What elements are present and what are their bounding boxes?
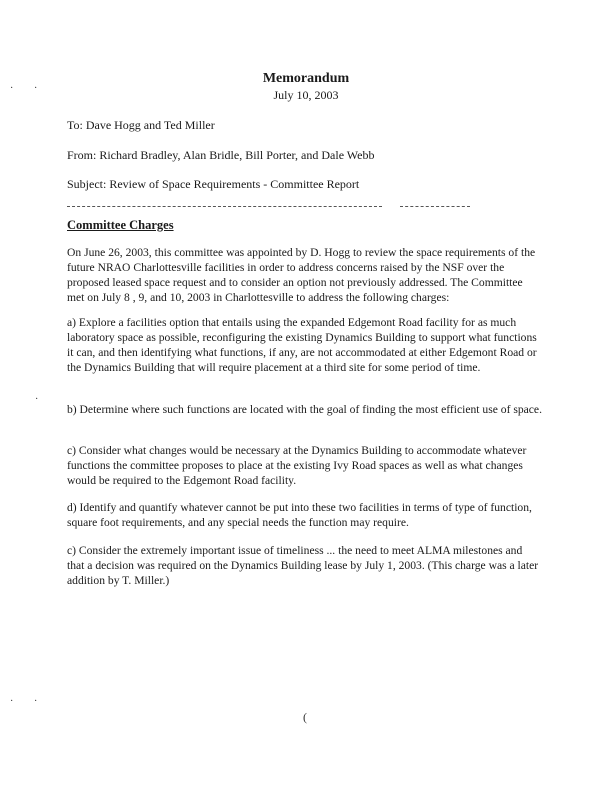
scan-mark: ·: [35, 394, 39, 405]
charge-a-paragraph: a) Explore a facilities option that entails using the expanded Edgemont Road facility for as much laboratory space as possible, reconfiguring the existing Dynamics Building to support what functions it can, and then identifying what functions, if any, are not accommodated at either Edgemont Road or the Dynamics Building that will require placement at a third site for some period of time.: [67, 316, 537, 374]
memo-subject-line: Subject: Review of Space Requirements - Committee Report: [67, 177, 360, 191]
charge-b-paragraph: b) Determine where such functions are located with the goal of finding the most efficient use of space.: [67, 403, 542, 416]
charge-e-paragraph: c) Consider the extremely important issue of timeliness ... the need to meet ALMA milestones and that a decision was required on the Dynamics Building lease by July 1, 2003. (This charge was a later addition by T. Miller.): [67, 544, 539, 587]
charge-d-paragraph: d) Identify and quantify whatever cannot be put into these two facilities in terms of type of function, square foot requirements, and any special needs the function may require.: [67, 501, 532, 529]
intro-paragraph: On June 26, 2003, this committee was appointed by D. Hogg to review the space requirements of the future NRAO Charlottesville facilities in order to address concerns raised by the NSF over the proposed leased space request and to consider an option not previously addressed. The Committee met on July 8 , 9, and 10, 2003 in Charlottesville to address the following charges:: [67, 246, 536, 304]
charge-c-paragraph: c) Consider what changes would be necessary at the Dynamics Building to accommodate whatever functions the committee proposes to place at the existing Ivy Road spaces as well as what changes would be required to the Edgemont Road facility.: [67, 444, 527, 487]
header-divider-short: [400, 206, 470, 207]
memo-to-line: To: Dave Hogg and Ted Miller: [67, 118, 215, 132]
scan-mark: ·: [34, 83, 38, 94]
memo-date: July 10, 2003: [273, 88, 339, 102]
scan-mark: ·: [10, 696, 14, 707]
memo-from-line: From: Richard Bradley, Alan Bridle, Bill Porter, and Dale Webb: [67, 148, 375, 162]
memo-title: Memorandum: [262, 71, 350, 86]
page-mark: (: [303, 710, 307, 724]
scan-mark: ·: [34, 696, 38, 707]
scan-mark: ·: [10, 83, 14, 94]
header-divider: [67, 206, 382, 207]
section-heading: Committee Charges: [67, 218, 174, 232]
